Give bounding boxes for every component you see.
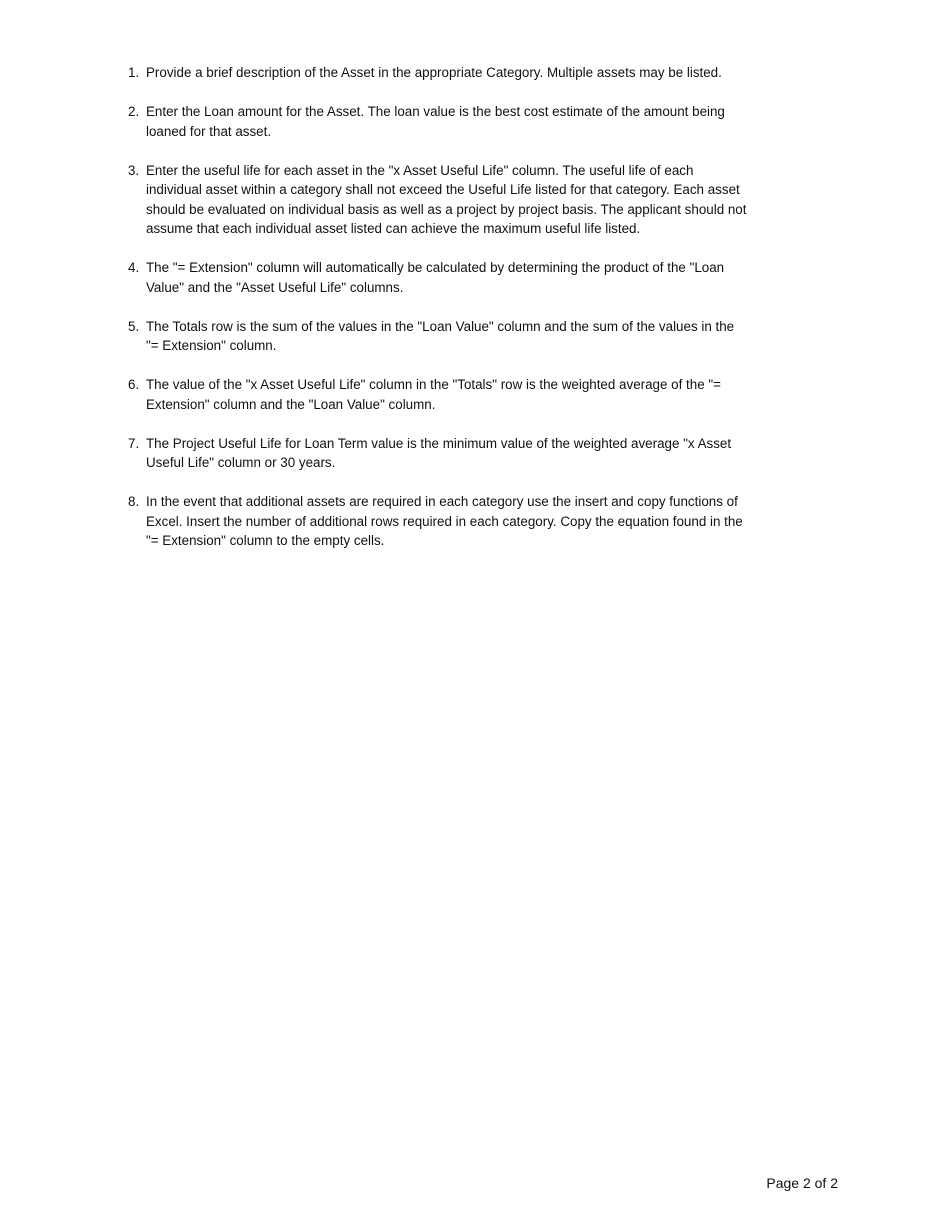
instruction-number: 1. <box>128 65 140 80</box>
instruction-text: The value of the "x Asset Useful Life" column in the "Totals" row is the weighted average of the "= Extension" column and the "Loan Value" column. <box>146 377 721 412</box>
instruction-text: Enter the Loan amount for the Asset. The loan value is the best cost estimate of the amount being loaned for that asset. <box>146 104 725 139</box>
instruction-item <box>128 63 748 83</box>
instruction-number: 7. <box>128 435 140 451</box>
instruction-number: 6. <box>128 377 140 392</box>
instruction-number: 2. <box>128 104 140 119</box>
instruction-text: In the event that additional assets are required in each category use the insert and copy functions of Excel. Insert the number of additional rows required in each category. Copy the equation found in the "= Extension" column to the empty cells. <box>146 494 743 548</box>
instruction-number: 5. <box>128 318 140 334</box>
instruction-item <box>128 434 748 473</box>
instruction-item <box>128 375 748 414</box>
instruction-text: The "= Extension" column will automatically be calculated by determining the product of the "Loan Value" and the "Asset Useful Life" columns. <box>146 260 725 295</box>
instruction-item <box>128 317 748 356</box>
instruction-item <box>128 492 748 551</box>
instruction-text: Provide a brief description of the Asset in the appropriate Category. Multiple assets may be listed. <box>146 65 722 80</box>
instruction-text: The Totals row is the sum of the values in the "Loan Value" column and the sum of the values in the "= Extension" column. <box>146 318 735 353</box>
instruction-number: 3. <box>128 162 140 178</box>
instruction-text: The Project Useful Life for Loan Term value is the minimum value of the weighted average "x Asset Useful Life" column or 30 years. <box>146 435 732 470</box>
instruction-list <box>128 63 748 570</box>
instruction-item <box>128 102 748 141</box>
instruction-number: 4. <box>128 260 140 275</box>
instruction-number: 8. <box>128 494 140 509</box>
instruction-text: Enter the useful life for each asset in the "x Asset Useful Life" column. The useful life of each individual asset within a category shall not exceed the Useful Life listed for that category. Each asset should be evaluated on individual basis as well as a project by project basis. The applicant should not assume that each individual asset listed can achieve the maximum useful life listed. <box>146 162 747 236</box>
page-number: Page 2 of 2 <box>766 1175 838 1191</box>
instruction-item <box>128 161 748 239</box>
instruction-item <box>128 258 748 297</box>
